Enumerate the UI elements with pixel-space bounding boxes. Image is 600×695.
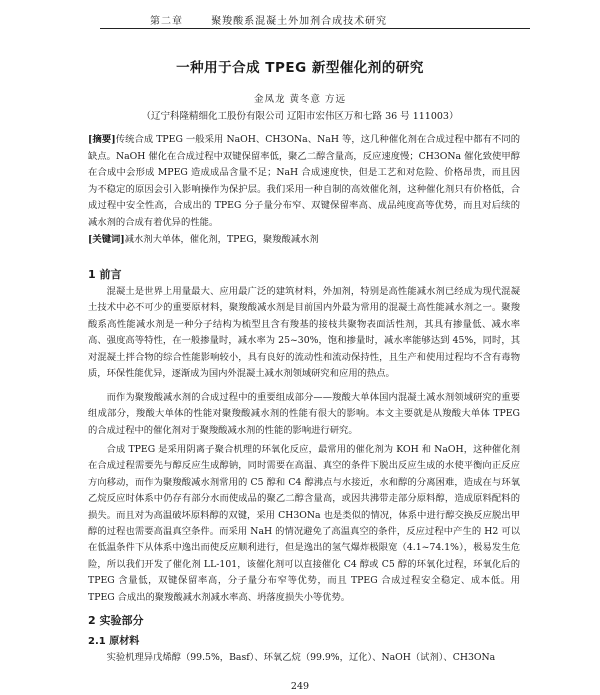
- running-head: [150, 12, 510, 27]
- subsection-heading-materials: 2.1 原材料: [88, 636, 140, 647]
- article-authors: 金凤龙 黄冬意 方远: [253, 94, 347, 105]
- paragraph: 而作为聚羧酸减水剂的合成过程中的重要组成部分——羧酸大单体国内混凝土减水剂领域研究的重要组成部分，羧酸大单体的性能对聚羧酸减水剂的性能有很大的影响。本文主要就是从羧酸大单体 TPEG 的合成过程中的催化剂对于聚羧酸减水剂的性能的影响进行研究。: [88, 392, 520, 436]
- keywords-label: [关键词]: [88, 234, 125, 245]
- page-number: 249: [290, 681, 310, 692]
- section-heading-experiment: 2 实验部分: [88, 614, 144, 627]
- abstract-label: [摘要]: [88, 134, 116, 145]
- paragraph: 实验机理异戊烯醇（99.5%，Basf）、环氧乙烷（99.9%，辽化）、NaOH（试剂）、CH3ONa: [106, 652, 496, 663]
- article-affiliation: （辽宁科隆精细化工股份有限公司 辽阳市宏伟区万和七路 36 号 111003）: [141, 111, 459, 122]
- paragraph: 合成 TPEG 是采用阴离子聚合机理的环氧化反应，最常用的催化剂为 KOH 和 NaOH，这种催化剂在合成过程需要先与醇反应生成醇钠，同时需要在高温、真空的条件下脱出反应生成的水使平衡向正反应方向移动，而作为聚羧酸减水剂常用的 C5 醇和 C4 醇沸点与水接近，水和醇的分离困难，造成在与环氧乙烷反应时体系中仍存有部分水而使成品的聚乙二醇含量高，或因共沸带走部分原料醇，造成原料配料的损失。而且对为高温破坏原料醇的双键，采用 CH3ONa 也是类似的情况，体系中进行醇交换反应脱出甲醇的过程也需要高温真空条件。而采用 NaH 的情况避免了高温真空的条件，反应过程中产生的 H2 可以在低温条件下从体系中逸出而使反应顺利进行，但是逸出的氢气爆炸极限宽（4.1~74.1%），极易发生危险，所以我们开发了催化剂 LL-101，该催化剂可以直接催化 C4 醇或 C5 醇的环氧化过程，环氧化后的 TPEG 含量低，双键保留率高，分子量分布窄等优势，而且 TPEG 合成过程安全稳定、成本低。用 TPEG 合成出的聚羧酸减水剂减水率高、坍落度损失小等优势。: [88, 444, 520, 603]
- article-title: 一种用于合成 TPEG 新型催化剂的研究: [176, 60, 424, 76]
- keywords-text: 减水剂大单体，催化剂，TPEG，聚羧酸减水剂: [124, 234, 319, 245]
- section-heading-intro: 1 前言: [88, 268, 122, 281]
- keywords: [88, 232, 520, 248]
- paragraph: 混凝土是世界上用量最大、应用最广泛的建筑材料，外加剂，特别是高性能减水剂已经成为现代混凝土技术中必不可少的重要原材料，聚羧酸减水剂是目前国内外最为常用的混凝土高性能减水剂之一。聚羧酸系高性能减水剂是一种分子结构为梳型且含有羧基的接枝共聚物表面活性剂，其具有掺量低、减水率高、强度高等特性，在一般掺量时，减水率为 25~30%，饱和掺量时，减水率能够达到 45%，同时，其对混凝土拌合物的综合性能影响较小，具有良好的流动性和流动保持性，且生产和使用过程均不含有毒物质，环保性能优异，逐渐成为国内外混凝土减水剂领域研究和应用的热点。: [88, 286, 520, 380]
- running-head-title: 聚羧酸系混凝土外加剂合成技术研究: [211, 16, 388, 27]
- header-rule: [100, 28, 530, 29]
- running-head-chapter: 第二章: [150, 16, 183, 27]
- abstract: [88, 132, 520, 231]
- abstract-text: 传统合成 TPEG 一般采用 NaOH、CH3ONa、NaH 等，这几种催化剂在合成过程中都有不同的缺点。NaOH 催化在合成过程中双键保留率低，聚乙二醇含量高，反应速度慢；CH3ONa 催化致使甲醇在合成中会形成 MPEG 造成成品含量不足；NaH 合成速度快，但是工艺和对危险、价格昂贵，而且因为不稳定的原因会引入影响操作为保护层。我们采用一种自制的高效催化剂，这种催化剂只有价格低，合成过程中安全性高，合成出的 TPEG 分子量分布窄、双键保留率高、成品纯度高等优势，而且对后续的减水剂的合成有着优异的性能。: [88, 134, 520, 228]
